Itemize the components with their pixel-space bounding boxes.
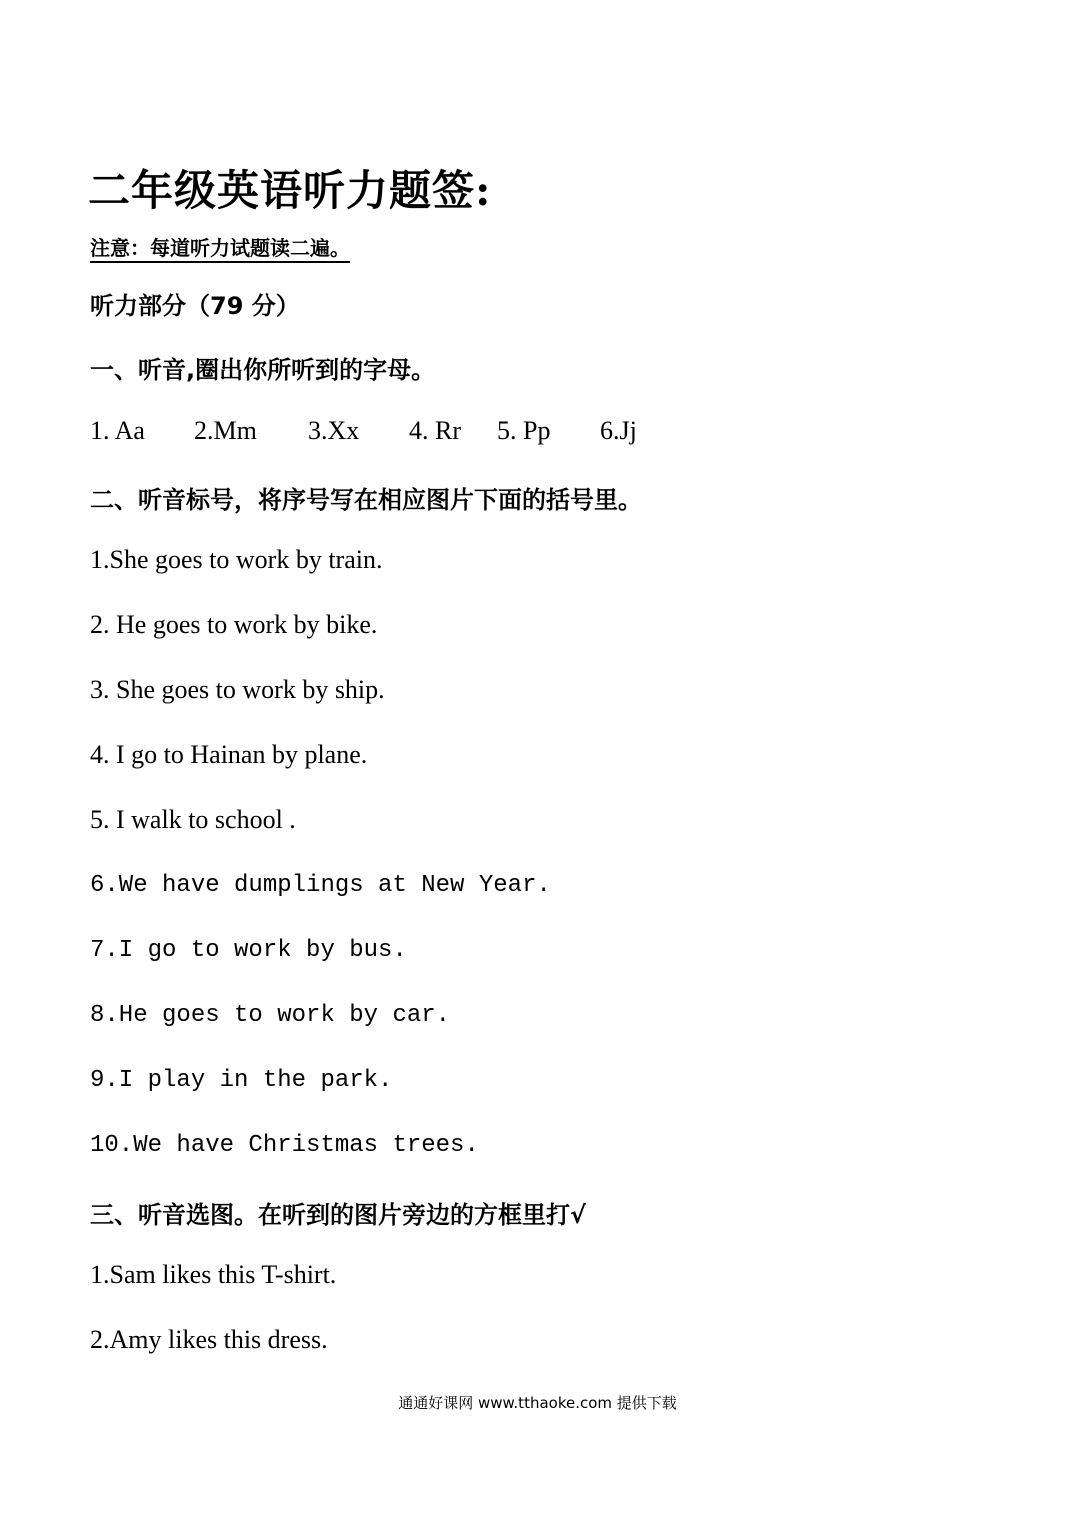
page-footer: 通通好课网 www.tthaoke.com 提供下载 <box>398 1394 677 1412</box>
sentence-item: 7.I go to work by bus. <box>90 937 407 964</box>
sentence-item: 10.We have Christmas trees. <box>90 1132 479 1159</box>
sentence-item: 5. I walk to school . <box>90 805 296 834</box>
sentence-item: 9.I play in the park. <box>90 1067 393 1094</box>
sentence-item: 1.Sam likes this T-shirt. <box>90 1260 337 1289</box>
letter-item: 4. Rr <box>409 416 461 445</box>
sentence-item: 2. He goes to work by bike. <box>90 610 378 639</box>
sentence-item: 4. I go to Hainan by plane. <box>90 740 368 769</box>
sentence-item: 1.She goes to work by train. <box>90 545 383 574</box>
sentence-item: 8.He goes to work by car. <box>90 1002 451 1029</box>
reading-note: 注意：每道听力试题读二遍。 <box>90 236 350 260</box>
letter-item: 6.Jj <box>600 416 637 445</box>
part1-heading: 一、听音,圈出你所听到的字母。 <box>90 356 436 384</box>
part3-heading: 三、听音选图。在听到的图片旁边的方框里打√ <box>90 1201 587 1229</box>
section-total-heading: 听力部分（79 分） <box>90 292 300 320</box>
letter-item: 3.Xx <box>308 416 360 445</box>
letter-item: 5. Pp <box>497 416 551 445</box>
sentence-item: 3. She goes to work by ship. <box>90 675 385 704</box>
sentence-item: 6.We have dumplings at New Year. <box>90 872 551 899</box>
letter-item: 2.Mm <box>194 416 257 445</box>
page-title: 二年级英语听力题签: <box>88 166 492 215</box>
sentence-item: 2.Amy likes this dress. <box>90 1325 328 1354</box>
part2-heading: 二、听音标号，将序号写在相应图片下面的括号里。 <box>90 486 642 514</box>
letter-item: 1. Aa <box>90 416 145 445</box>
